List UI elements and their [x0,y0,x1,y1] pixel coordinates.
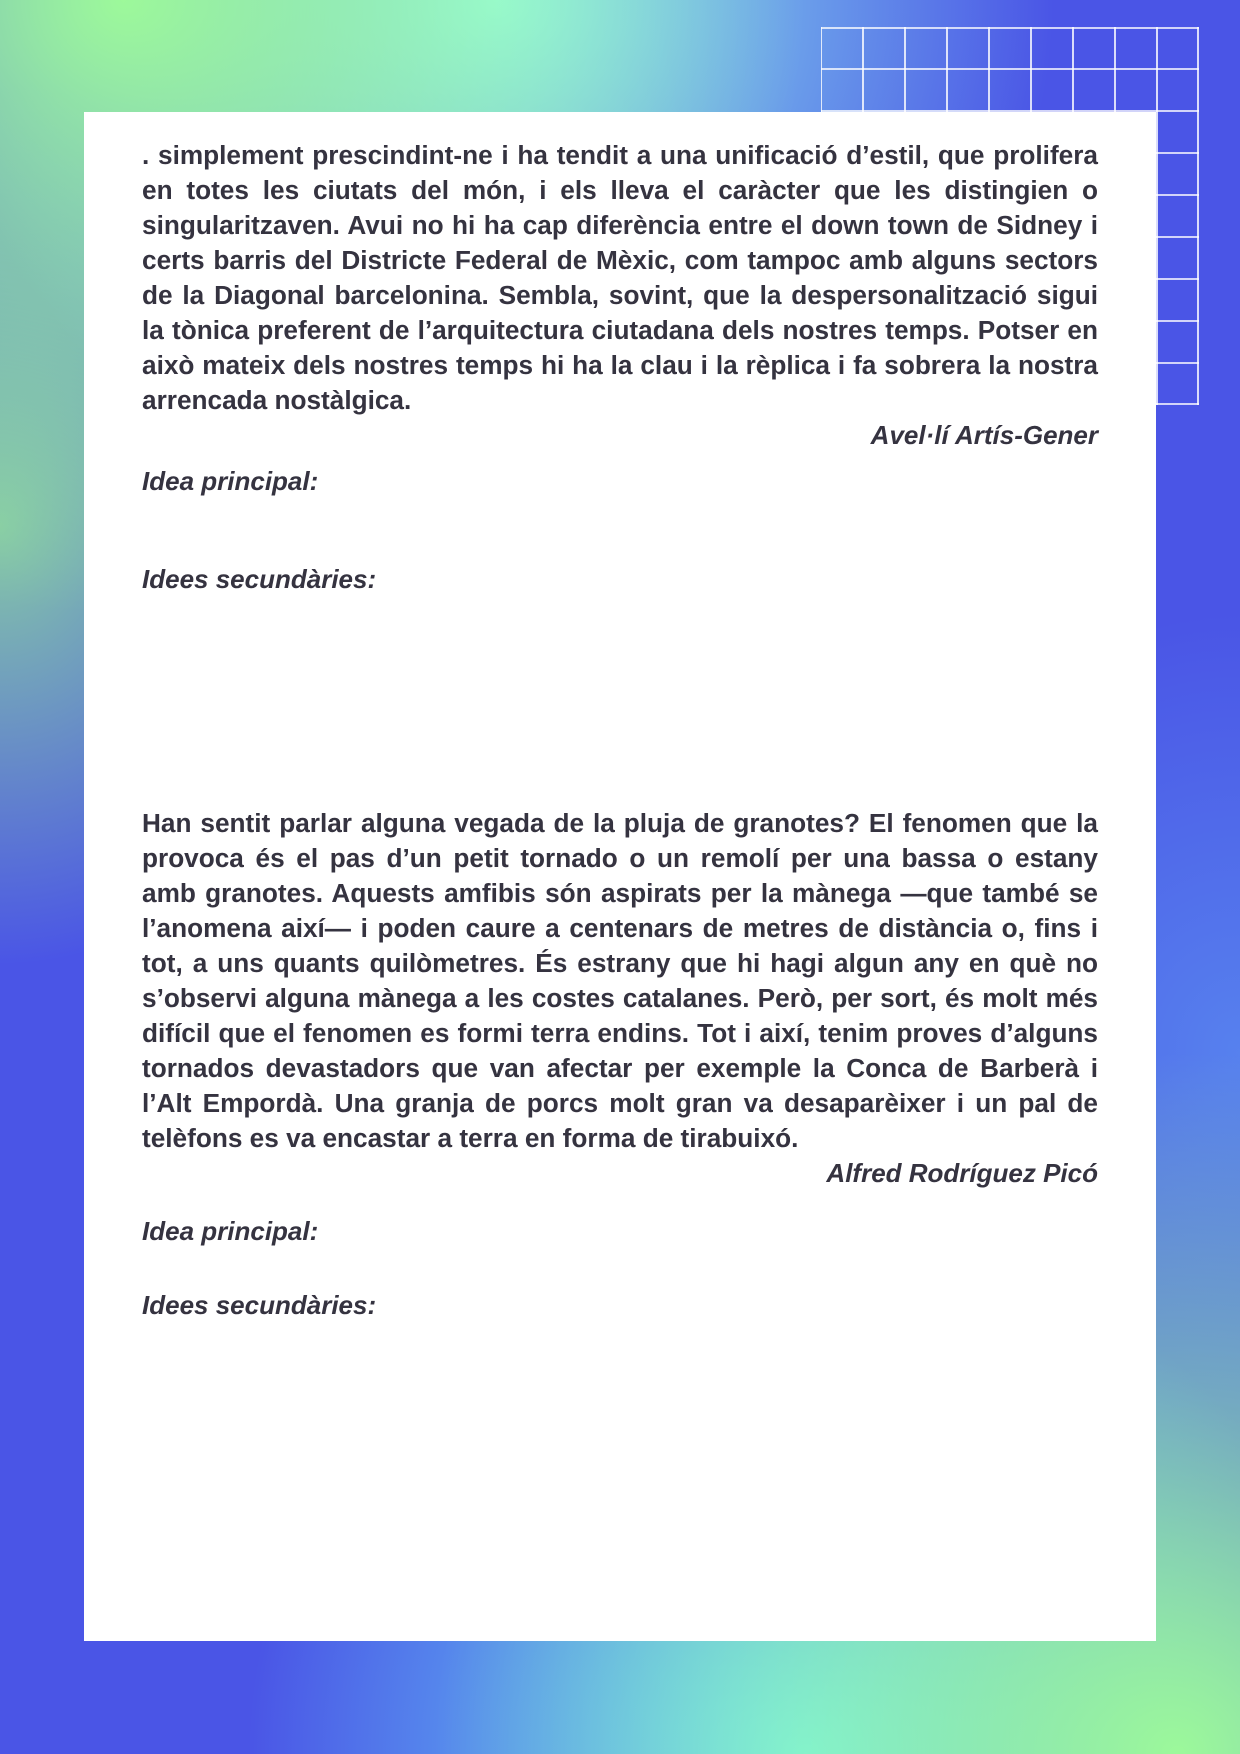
passage-2-secondary-ideas-answer-space [142,1322,1098,1502]
passage-1-secondary-ideas-label: Idees secundàries: [142,564,377,594]
passage-1-main-idea-answer-space [142,498,1098,562]
passage-2-author: Alfred Rodríguez Picó [826,1158,1098,1188]
document-content [142,138,1098,1502]
document-page [84,112,1156,1641]
passage-2-secondary-ideas-label: Idees secundàries: [142,1290,377,1320]
passage-2-main-idea-label: Idea principal: [142,1216,319,1246]
passage-1-author: Avel·lí Artís-Gener [870,420,1098,450]
passage-1-secondary-ideas-answer-space [142,596,1098,806]
passage-1-text: . simplement prescindint-ne i ha tendit a una unificació d’estil, que prolifera en totes les ciutats del món, i els lleva el caràcter que les distingien o singularitzaven. Avui no hi ha cap diferència entre el down town de Sidney i certs barris del Districte Federal de Mèxic, com tampoc amb alguns sectors de la Diagonal barcelonina. Sembla, sovint, que la despersonalització sigui la tònica preferent de l’arquitectura ciutadana dels nostres temps. Potser en això mateix dels nostres temps hi ha la clau i la rèplica i fa sobrera la nostra arrencada nostàlgica. [142,140,1098,415]
passage-1-main-idea-label: Idea principal: [142,466,319,496]
passage-2-main-idea-answer-space [142,1248,1098,1288]
passage-2-text: Han sentit parlar alguna vegada de la pluja de granotes? El fenomen que la provoca és el pas d’un petit tornado o un remolí per una bassa o estany amb granotes. Aquests amfibis són aspirats per la mànega —que també se l’anomena així— i poden caure a centenars de metres de distància o, fins i tot, a uns quants quilòmetres. És estrany que hi hagi algun any en què no s’observi alguna mànega a les costes catalanes. Però, per sort, és molt més difícil que el fenomen es formi terra endins. Tot i així, tenim proves d’alguns tornados devastadors que van afectar per exemple la Conca de Barberà i l’Alt Empordà. Una granja de porcs molt gran va desaparèixer i un pal de telèfons es va encastar a terra en forma de tirabuixó. [142,808,1098,1153]
